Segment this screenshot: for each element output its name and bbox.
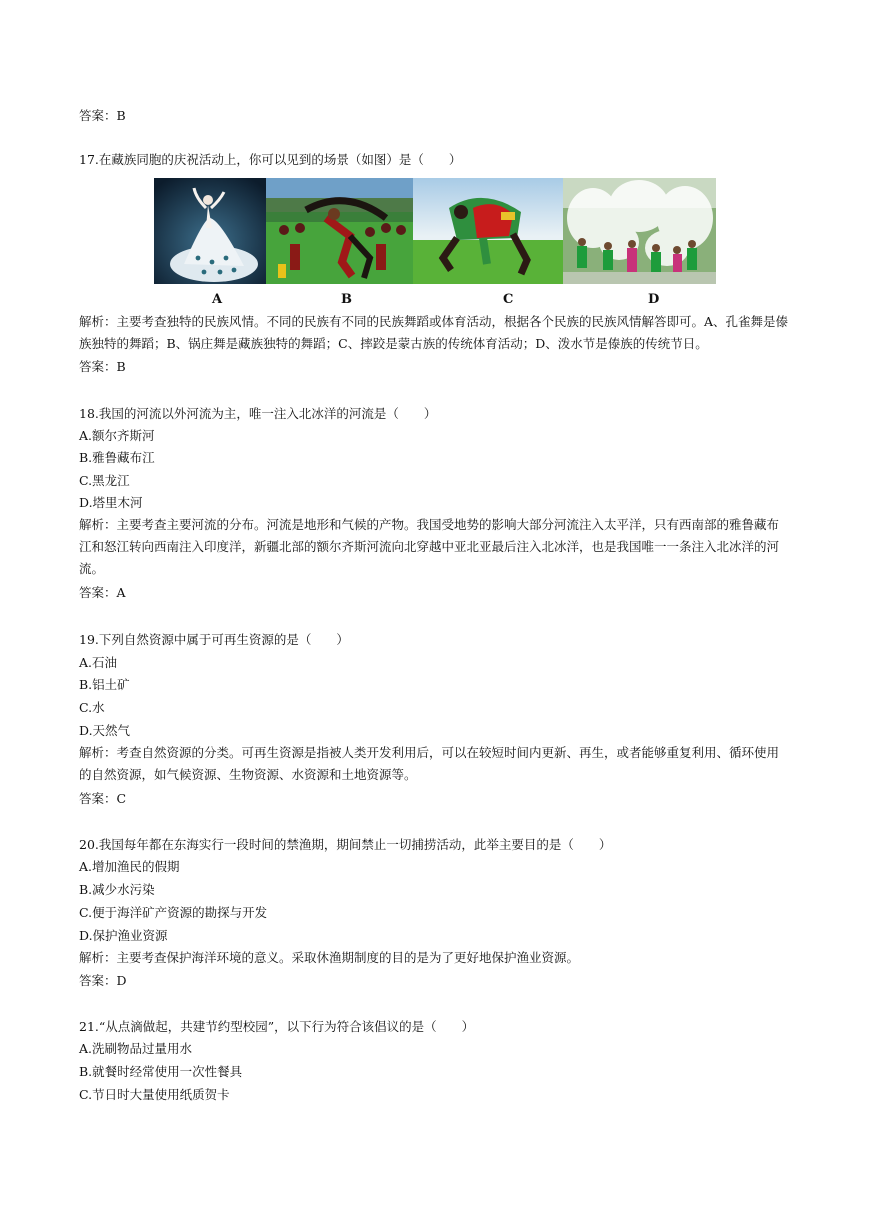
answer-16: 答案：B [79, 108, 126, 123]
q18-question: 18.我国的河流以外河流为主，唯一注入北冰洋的河流是（ ） [79, 406, 437, 421]
q17-photo-strip [154, 178, 716, 284]
q20-answer: 答案：D [79, 973, 127, 988]
q19-analysis: 解析：考查自然资源的分类。可再生资源是指被人类开发利用后，可以在较短时间内更新、再生，或者能够重复利用、循环使用的自然资源，如气候资源、生物资源、水资源和土地资源等。 [79, 745, 780, 782]
photo-label-b: B [341, 292, 352, 307]
q18-option-d: D.塔里木河 [79, 495, 143, 510]
q20-option-b: B.减少水污染 [79, 882, 155, 897]
q18-analysis: 解析：主要考查主要河流的分布。河流是地形和气候的产物。我国受地势的影响大部分河流注入太平洋，只有西南部的雅鲁藏布江和怒江转向西南注入印度洋，新疆北部的额尔齐斯河流向北穿越中亚北亚最后注入北冰洋，也是我国唯一一条注入北冰洋的河流。 [79, 517, 780, 576]
q21-question: 21.“从点滴做起，共建节约型校园”，以下行为符合该倡议的是（ ） [79, 1019, 475, 1034]
photo-label-a: A [212, 292, 223, 307]
q20-option-a: A.增加渔民的假期 [79, 859, 180, 874]
q19-option-a: A.石油 [79, 655, 118, 670]
q21-option-b: B.就餐时经常使用一次性餐具 [79, 1064, 243, 1079]
q19-option-b: B.铝土矿 [79, 677, 130, 692]
q20-analysis: 解析：主要考查保护海洋环境的意义。采取休渔期制度的目的是为了更好地保护渔业资源。 [79, 950, 580, 965]
guozhuang-dance-photo [266, 178, 413, 284]
q20-question: 20.我国每年都在东海实行一段时间的禁渔期，期间禁止一切捕捞活动，此举主要目的是（ ） [79, 837, 612, 852]
wrestling-photo [413, 178, 563, 284]
q21-option-a: A.洗刷物品过量用水 [79, 1041, 193, 1056]
photo-label-d: D [648, 292, 660, 307]
q19-question: 19.下列自然资源中属于可再生资源的是（ ） [79, 632, 349, 647]
photo-label-c: C [503, 292, 514, 307]
q19-option-d: D.天然气 [79, 723, 131, 738]
q18-option-c: C.黑龙江 [79, 473, 130, 488]
q21-option-c: C.节日时大量使用纸质贺卡 [79, 1087, 230, 1102]
q18-option-a: A.额尔齐斯河 [79, 428, 155, 443]
q20-option-c: C.便于海洋矿产资源的勘探与开发 [79, 905, 268, 920]
peacock-dance-photo [154, 178, 266, 284]
water-splashing-festival-photo [563, 178, 716, 284]
q20-option-d: D.保护渔业资源 [79, 928, 168, 943]
q17-answer: 答案：B [79, 359, 126, 374]
q17-photo-labels [154, 292, 716, 310]
q19-answer: 答案：C [79, 791, 127, 806]
q17-analysis: 解析：主要考查独特的民族风情。不同的民族有不同的民族舞蹈或体育活动，根据各个民族的民族风情解答即可。A、孔雀舞是傣族独特的舞蹈；B、锅庄舞是藏族独特的舞蹈；C、摔跤是蒙古族的传统体育活动；D、泼水节是傣族的传统节日。 [79, 314, 789, 351]
q18-option-b: B.雅鲁藏布江 [79, 450, 155, 465]
q17-question: 17.在藏族同胞的庆祝活动上，你可以见到的场景（如图）是（ ） [79, 152, 462, 167]
q18-answer: 答案：A [79, 585, 126, 600]
q19-option-c: C.水 [79, 700, 105, 715]
